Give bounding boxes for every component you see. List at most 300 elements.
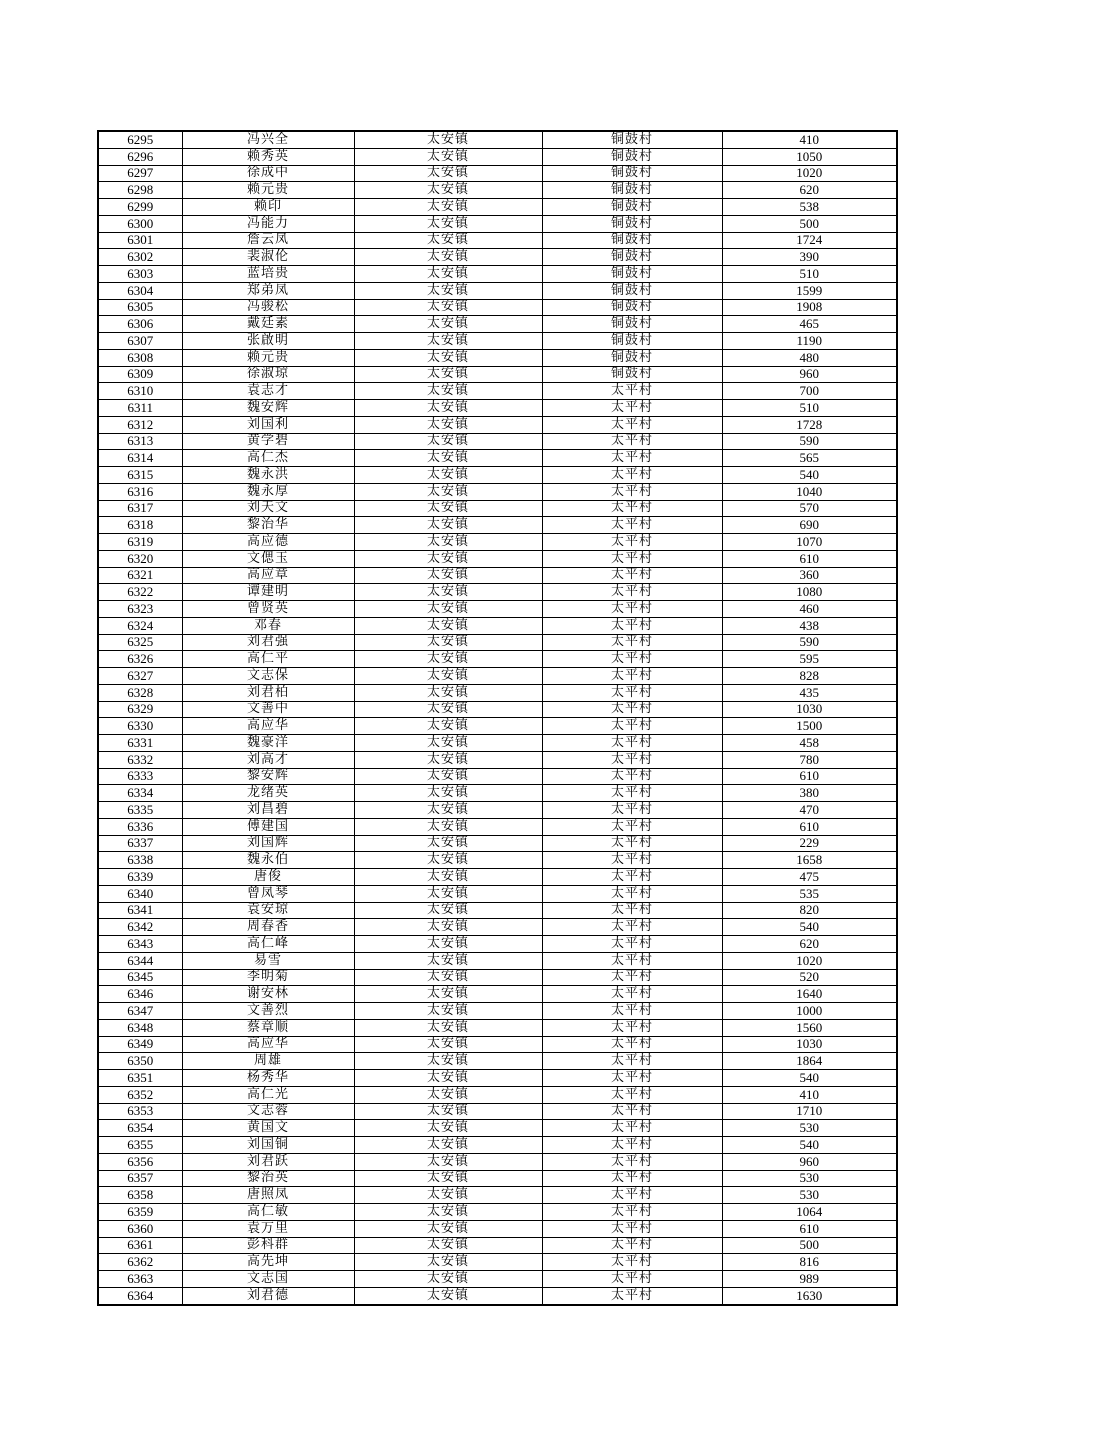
name-cell: 袁志才 — [182, 383, 354, 400]
table-row — [98, 232, 897, 249]
amount-cell: 960 — [722, 1153, 897, 1170]
name-cell: 黎治华 — [182, 517, 354, 534]
row-number-cell: 6339 — [98, 869, 182, 886]
amount-cell: 590 — [722, 433, 897, 450]
table-row — [98, 433, 897, 450]
row-number-cell: 6318 — [98, 517, 182, 534]
village-cell: 太平村 — [542, 885, 722, 902]
name-cell: 郑弟凤 — [182, 282, 354, 299]
row-number-cell: 6308 — [98, 349, 182, 366]
town-cell: 太安镇 — [354, 1170, 542, 1187]
town-cell: 太安镇 — [354, 249, 542, 266]
town-cell: 太安镇 — [354, 668, 542, 685]
name-cell: 袁万里 — [182, 1220, 354, 1237]
data-table-container — [97, 130, 898, 1306]
town-cell: 太安镇 — [354, 634, 542, 651]
table-row — [98, 1103, 897, 1120]
table-row — [98, 333, 897, 350]
town-cell: 太安镇 — [354, 165, 542, 182]
row-number-cell: 6360 — [98, 1220, 182, 1237]
town-cell: 太安镇 — [354, 986, 542, 1003]
town-cell: 太安镇 — [354, 684, 542, 701]
name-cell: 魏安辉 — [182, 400, 354, 417]
village-cell: 太平村 — [542, 936, 722, 953]
row-number-cell: 6326 — [98, 651, 182, 668]
village-cell: 太平村 — [542, 902, 722, 919]
village-cell: 太平村 — [542, 1003, 722, 1020]
name-cell: 高仁平 — [182, 651, 354, 668]
name-cell: 刘国辉 — [182, 835, 354, 852]
town-cell: 太安镇 — [354, 1086, 542, 1103]
name-cell: 裴淑伦 — [182, 249, 354, 266]
table-row — [98, 1170, 897, 1187]
village-cell: 铜鼓村 — [542, 148, 722, 165]
row-number-cell: 6345 — [98, 969, 182, 986]
amount-cell: 380 — [722, 785, 897, 802]
amount-cell: 1658 — [722, 852, 897, 869]
table-row — [98, 751, 897, 768]
village-cell: 太平村 — [542, 1254, 722, 1271]
town-cell: 太安镇 — [354, 1204, 542, 1221]
name-cell: 黎安辉 — [182, 768, 354, 785]
name-cell: 高应华 — [182, 1036, 354, 1053]
amount-cell: 510 — [722, 400, 897, 417]
village-cell: 太平村 — [542, 1019, 722, 1036]
row-number-cell: 6298 — [98, 182, 182, 199]
town-cell: 太安镇 — [354, 450, 542, 467]
village-cell: 铜鼓村 — [542, 266, 722, 283]
table-row — [98, 366, 897, 383]
amount-cell: 465 — [722, 316, 897, 333]
amount-cell: 960 — [722, 366, 897, 383]
row-number-cell: 6324 — [98, 617, 182, 634]
table-row — [98, 651, 897, 668]
amount-cell: 458 — [722, 735, 897, 752]
amount-cell: 360 — [722, 567, 897, 584]
amount-cell: 1030 — [722, 1036, 897, 1053]
row-number-cell: 6300 — [98, 215, 182, 232]
town-cell: 太安镇 — [354, 1019, 542, 1036]
table-row — [98, 919, 897, 936]
amount-cell: 530 — [722, 1120, 897, 1137]
village-cell: 太平村 — [542, 1036, 722, 1053]
amount-cell: 610 — [722, 818, 897, 835]
row-number-cell: 6295 — [98, 131, 182, 148]
village-cell: 太平村 — [542, 584, 722, 601]
village-cell: 太平村 — [542, 1103, 722, 1120]
name-cell: 文偲玉 — [182, 550, 354, 567]
table-row — [98, 1053, 897, 1070]
amount-cell: 530 — [722, 1170, 897, 1187]
town-cell: 太安镇 — [354, 1271, 542, 1288]
town-cell: 太安镇 — [354, 701, 542, 718]
amount-cell: 828 — [722, 668, 897, 685]
amount-cell: 620 — [722, 182, 897, 199]
table-row — [98, 534, 897, 551]
table-row — [98, 701, 897, 718]
town-cell: 太安镇 — [354, 1120, 542, 1137]
name-cell: 文志蓉 — [182, 1103, 354, 1120]
amount-cell: 1040 — [722, 483, 897, 500]
village-cell: 太平村 — [542, 818, 722, 835]
row-number-cell: 6344 — [98, 952, 182, 969]
row-number-cell: 6361 — [98, 1237, 182, 1254]
table-row — [98, 1254, 897, 1271]
town-cell: 太安镇 — [354, 1137, 542, 1154]
amount-cell: 460 — [722, 601, 897, 618]
name-cell: 徐淑琼 — [182, 366, 354, 383]
town-cell: 太安镇 — [354, 316, 542, 333]
town-cell: 太安镇 — [354, 802, 542, 819]
village-cell: 太平村 — [542, 684, 722, 701]
name-cell: 文善中 — [182, 701, 354, 718]
village-cell: 太平村 — [542, 1086, 722, 1103]
row-number-cell: 6347 — [98, 1003, 182, 1020]
name-cell: 邓春 — [182, 617, 354, 634]
amount-cell: 540 — [722, 1137, 897, 1154]
row-number-cell: 6340 — [98, 885, 182, 902]
table-row — [98, 550, 897, 567]
amount-cell: 1710 — [722, 1103, 897, 1120]
table-row — [98, 249, 897, 266]
row-number-cell: 6330 — [98, 718, 182, 735]
table-row — [98, 1204, 897, 1221]
row-number-cell: 6350 — [98, 1053, 182, 1070]
row-number-cell: 6348 — [98, 1019, 182, 1036]
amount-cell: 538 — [722, 199, 897, 216]
town-cell: 太安镇 — [354, 1036, 542, 1053]
town-cell: 太安镇 — [354, 182, 542, 199]
name-cell: 徐成中 — [182, 165, 354, 182]
name-cell: 魏永厚 — [182, 483, 354, 500]
table-row — [98, 735, 897, 752]
table-row — [98, 785, 897, 802]
name-cell: 唐俊 — [182, 869, 354, 886]
amount-cell: 1640 — [722, 986, 897, 1003]
village-cell: 太平村 — [542, 852, 722, 869]
town-cell: 太安镇 — [354, 885, 542, 902]
town-cell: 太安镇 — [354, 131, 542, 148]
town-cell: 太安镇 — [354, 952, 542, 969]
town-cell: 太安镇 — [354, 584, 542, 601]
town-cell: 太安镇 — [354, 1070, 542, 1087]
town-cell: 太安镇 — [354, 1220, 542, 1237]
amount-cell: 410 — [722, 131, 897, 148]
row-number-cell: 6363 — [98, 1271, 182, 1288]
name-cell: 蔡章顺 — [182, 1019, 354, 1036]
row-number-cell: 6302 — [98, 249, 182, 266]
amount-cell: 1599 — [722, 282, 897, 299]
table-row — [98, 131, 897, 148]
amount-cell: 700 — [722, 383, 897, 400]
name-cell: 赖印 — [182, 199, 354, 216]
village-cell: 铜鼓村 — [542, 366, 722, 383]
village-cell: 太平村 — [542, 768, 722, 785]
town-cell: 太安镇 — [354, 785, 542, 802]
name-cell: 高仁光 — [182, 1086, 354, 1103]
amount-cell: 780 — [722, 751, 897, 768]
table-row — [98, 1271, 897, 1288]
town-cell: 太安镇 — [354, 266, 542, 283]
amount-cell: 1030 — [722, 701, 897, 718]
village-cell: 太平村 — [542, 1170, 722, 1187]
town-cell: 太安镇 — [354, 483, 542, 500]
row-number-cell: 6323 — [98, 601, 182, 618]
name-cell: 刘国铜 — [182, 1137, 354, 1154]
amount-cell: 470 — [722, 802, 897, 819]
amount-cell: 540 — [722, 919, 897, 936]
row-number-cell: 6299 — [98, 199, 182, 216]
row-number-cell: 6312 — [98, 416, 182, 433]
town-cell: 太安镇 — [354, 433, 542, 450]
town-cell: 太安镇 — [354, 1053, 542, 1070]
amount-cell: 1500 — [722, 718, 897, 735]
name-cell: 魏永伯 — [182, 852, 354, 869]
row-number-cell: 6314 — [98, 450, 182, 467]
name-cell: 易雪 — [182, 952, 354, 969]
town-cell: 太安镇 — [354, 148, 542, 165]
amount-cell: 500 — [722, 215, 897, 232]
amount-cell: 540 — [722, 467, 897, 484]
name-cell: 魏豪洋 — [182, 735, 354, 752]
table-row — [98, 936, 897, 953]
name-cell: 魏永洪 — [182, 467, 354, 484]
amount-cell: 1864 — [722, 1053, 897, 1070]
table-row — [98, 802, 897, 819]
row-number-cell: 6316 — [98, 483, 182, 500]
town-cell: 太安镇 — [354, 467, 542, 484]
table-row — [98, 1237, 897, 1254]
table-row — [98, 316, 897, 333]
table-row — [98, 1086, 897, 1103]
table-row — [98, 1019, 897, 1036]
town-cell: 太安镇 — [354, 534, 542, 551]
name-cell: 冯能力 — [182, 215, 354, 232]
table-body — [98, 131, 897, 1305]
row-number-cell: 6309 — [98, 366, 182, 383]
table-row — [98, 165, 897, 182]
table-row — [98, 1137, 897, 1154]
row-number-cell: 6307 — [98, 333, 182, 350]
name-cell: 谭建明 — [182, 584, 354, 601]
village-cell: 太平村 — [542, 550, 722, 567]
village-cell: 太平村 — [542, 617, 722, 634]
town-cell: 太安镇 — [354, 400, 542, 417]
town-cell: 太安镇 — [354, 517, 542, 534]
row-number-cell: 6359 — [98, 1204, 182, 1221]
name-cell: 刘君跃 — [182, 1153, 354, 1170]
row-number-cell: 6311 — [98, 400, 182, 417]
row-number-cell: 6332 — [98, 751, 182, 768]
village-cell: 太平村 — [542, 416, 722, 433]
village-cell: 铜鼓村 — [542, 199, 722, 216]
amount-cell: 595 — [722, 651, 897, 668]
village-cell: 太平村 — [542, 433, 722, 450]
table-row — [98, 467, 897, 484]
row-number-cell: 6335 — [98, 802, 182, 819]
table-row — [98, 182, 897, 199]
town-cell: 太安镇 — [354, 617, 542, 634]
village-cell: 太平村 — [542, 735, 722, 752]
town-cell: 太安镇 — [354, 751, 542, 768]
row-number-cell: 6305 — [98, 299, 182, 316]
town-cell: 太安镇 — [354, 718, 542, 735]
amount-cell: 610 — [722, 550, 897, 567]
row-number-cell: 6331 — [98, 735, 182, 752]
table-row — [98, 601, 897, 618]
amount-cell: 820 — [722, 902, 897, 919]
town-cell: 太安镇 — [354, 651, 542, 668]
town-cell: 太安镇 — [354, 1003, 542, 1020]
village-cell: 太平村 — [542, 835, 722, 852]
row-number-cell: 6342 — [98, 919, 182, 936]
town-cell: 太安镇 — [354, 735, 542, 752]
row-number-cell: 6329 — [98, 701, 182, 718]
row-number-cell: 6356 — [98, 1153, 182, 1170]
amount-cell: 1020 — [722, 952, 897, 969]
name-cell: 黎治英 — [182, 1170, 354, 1187]
town-cell: 太安镇 — [354, 550, 542, 567]
amount-cell: 535 — [722, 885, 897, 902]
table-row — [98, 400, 897, 417]
row-number-cell: 6306 — [98, 316, 182, 333]
row-number-cell: 6336 — [98, 818, 182, 835]
name-cell: 刘君柏 — [182, 684, 354, 701]
table-row — [98, 818, 897, 835]
table-row — [98, 634, 897, 651]
village-cell: 太平村 — [542, 1153, 722, 1170]
row-number-cell: 6358 — [98, 1187, 182, 1204]
village-cell: 太平村 — [542, 1137, 722, 1154]
row-number-cell: 6338 — [98, 852, 182, 869]
name-cell: 刘君强 — [182, 634, 354, 651]
village-cell: 铜鼓村 — [542, 182, 722, 199]
amount-cell: 500 — [722, 1237, 897, 1254]
table-row — [98, 383, 897, 400]
name-cell: 戴廷素 — [182, 316, 354, 333]
town-cell: 太安镇 — [354, 333, 542, 350]
village-cell: 太平村 — [542, 919, 722, 936]
village-cell: 太平村 — [542, 1271, 722, 1288]
amount-cell: 475 — [722, 869, 897, 886]
amount-cell: 435 — [722, 684, 897, 701]
table-row — [98, 349, 897, 366]
amount-cell: 530 — [722, 1187, 897, 1204]
table-row — [98, 282, 897, 299]
name-cell: 傅建国 — [182, 818, 354, 835]
name-cell: 曾贤英 — [182, 601, 354, 618]
row-number-cell: 6337 — [98, 835, 182, 852]
amount-cell: 1724 — [722, 232, 897, 249]
town-cell: 太安镇 — [354, 1153, 542, 1170]
table-row — [98, 266, 897, 283]
amount-cell: 816 — [722, 1254, 897, 1271]
name-cell: 高应德 — [182, 534, 354, 551]
table-row — [98, 768, 897, 785]
village-cell: 太平村 — [542, 701, 722, 718]
town-cell: 太安镇 — [354, 1187, 542, 1204]
table-row — [98, 852, 897, 869]
village-cell: 太平村 — [542, 467, 722, 484]
town-cell: 太安镇 — [354, 1287, 542, 1304]
table-row — [98, 869, 897, 886]
row-number-cell: 6351 — [98, 1070, 182, 1087]
village-cell: 太平村 — [542, 1070, 722, 1087]
town-cell: 太安镇 — [354, 1237, 542, 1254]
village-cell: 铜鼓村 — [542, 232, 722, 249]
amount-cell: 1728 — [722, 416, 897, 433]
amount-cell: 1000 — [722, 1003, 897, 1020]
village-cell: 太平村 — [542, 751, 722, 768]
row-number-cell: 6301 — [98, 232, 182, 249]
amount-cell: 520 — [722, 969, 897, 986]
name-cell: 高仁杰 — [182, 450, 354, 467]
town-cell: 太安镇 — [354, 282, 542, 299]
name-cell: 文志保 — [182, 668, 354, 685]
name-cell: 黄国文 — [182, 1120, 354, 1137]
village-cell: 太平村 — [542, 400, 722, 417]
row-number-cell: 6355 — [98, 1137, 182, 1154]
name-cell: 黄学碧 — [182, 433, 354, 450]
name-cell: 高仁敏 — [182, 1204, 354, 1221]
village-cell: 太平村 — [542, 969, 722, 986]
table-row — [98, 215, 897, 232]
name-cell: 唐照凤 — [182, 1187, 354, 1204]
row-number-cell: 6321 — [98, 567, 182, 584]
row-number-cell: 6364 — [98, 1287, 182, 1304]
row-number-cell: 6317 — [98, 500, 182, 517]
table-row — [98, 1187, 897, 1204]
row-number-cell: 6353 — [98, 1103, 182, 1120]
row-number-cell: 6357 — [98, 1170, 182, 1187]
village-cell: 铜鼓村 — [542, 215, 722, 232]
table-row — [98, 902, 897, 919]
amount-cell: 1080 — [722, 584, 897, 601]
name-cell: 刘昌碧 — [182, 802, 354, 819]
row-number-cell: 6304 — [98, 282, 182, 299]
amount-cell: 1070 — [722, 534, 897, 551]
town-cell: 太安镇 — [354, 768, 542, 785]
town-cell: 太安镇 — [354, 383, 542, 400]
village-cell: 铜鼓村 — [542, 282, 722, 299]
name-cell: 文志国 — [182, 1271, 354, 1288]
name-cell: 谢安林 — [182, 986, 354, 1003]
town-cell: 太安镇 — [354, 969, 542, 986]
village-cell: 太平村 — [542, 567, 722, 584]
village-cell: 太平村 — [542, 718, 722, 735]
name-cell: 赖元贵 — [182, 182, 354, 199]
town-cell: 太安镇 — [354, 835, 542, 852]
name-cell: 刘天文 — [182, 500, 354, 517]
village-cell: 太平村 — [542, 1287, 722, 1304]
name-cell: 冯兴全 — [182, 131, 354, 148]
name-cell: 曾凤琴 — [182, 885, 354, 902]
name-cell: 蓝培贵 — [182, 266, 354, 283]
village-cell: 太平村 — [542, 383, 722, 400]
row-number-cell: 6333 — [98, 768, 182, 785]
row-number-cell: 6341 — [98, 902, 182, 919]
village-cell: 太平村 — [542, 601, 722, 618]
village-cell: 太平村 — [542, 483, 722, 500]
town-cell: 太安镇 — [354, 601, 542, 618]
row-number-cell: 6322 — [98, 584, 182, 601]
amount-cell: 590 — [722, 634, 897, 651]
table-row — [98, 617, 897, 634]
village-cell: 铜鼓村 — [542, 316, 722, 333]
village-cell: 铜鼓村 — [542, 299, 722, 316]
town-cell: 太安镇 — [354, 1254, 542, 1271]
name-cell: 赖元贵 — [182, 349, 354, 366]
